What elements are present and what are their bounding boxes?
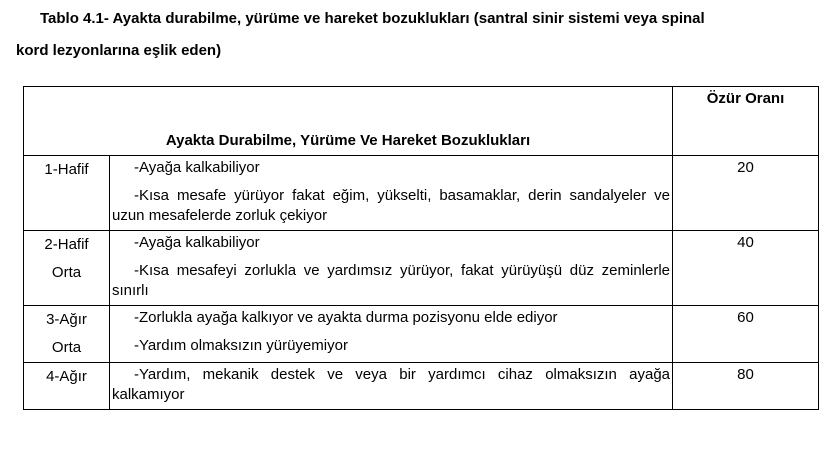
description-text: -Zorlukla ayağa kalkıyor ve ayakta durma pozisyonu elde ediyor <box>134 309 558 326</box>
table-caption <box>16 3 821 67</box>
description-cell <box>110 231 673 306</box>
description-text: -Yardım, mekanik destek ve veya bir yardımcı cihaz olmaksızın ayağa kalkamıyor <box>112 366 671 403</box>
description-cell <box>110 363 673 410</box>
table-row <box>24 231 819 306</box>
description-text: -Kısa mesafe yürüyor fakat eğim, yükselti, basamaklar, derin sandalyeler ve uzun mesafelerde zorluk çekiyor <box>112 187 671 224</box>
description-text: -Yardım olmaksızın yürüyemiyor <box>134 337 348 354</box>
table-row <box>24 363 819 410</box>
description-text: -Ayağa kalkabiliyor <box>134 159 260 176</box>
disability-rate: 80 <box>673 363 819 410</box>
description-item <box>112 336 670 356</box>
description-text: -Ayağa kalkabiliyor <box>134 234 260 251</box>
header-rate: Özür Oranı <box>673 87 819 156</box>
severity-label: 1-Hafif <box>44 161 89 178</box>
severity-label: Orta <box>51 339 82 356</box>
description-text: -Kısa mesafeyi zorlukla ve yardımsız yürüyor, fakat yürüyüşü düz zeminlerle sınırlı <box>112 262 671 299</box>
severity-level <box>24 363 110 410</box>
description-item <box>112 186 670 226</box>
disability-rate: 20 <box>673 156 819 231</box>
caption-line-2: kord lezyonlarına eşlik eden) <box>16 42 222 59</box>
description-cell <box>110 156 673 231</box>
severity-level <box>24 231 110 306</box>
header-category: Ayakta Durabilme, Yürüme Ve Hareket Bozuklukları <box>24 87 673 156</box>
description-item <box>112 233 670 253</box>
severity-level <box>24 156 110 231</box>
disability-rate: 60 <box>673 306 819 363</box>
severity-label: 2-Hafif <box>44 236 89 253</box>
table-header-row <box>24 87 819 156</box>
description-cell <box>110 306 673 363</box>
description-item <box>112 158 670 178</box>
severity-label: Orta <box>51 264 82 281</box>
caption-line-1: Tablo 4.1- Ayakta durabilme, yürüme ve hareket bozuklukları (santral sinir sistemi veya spinal <box>40 10 705 27</box>
severity-level <box>24 306 110 363</box>
description-item <box>112 365 670 405</box>
severity-label: 3-Ağır <box>46 311 87 328</box>
description-item <box>112 308 670 328</box>
table-row <box>24 306 819 363</box>
disability-rate: 40 <box>673 231 819 306</box>
severity-label: 4-Ağır <box>46 368 87 385</box>
table-row <box>24 156 819 231</box>
description-item <box>112 261 670 301</box>
disability-table <box>23 86 819 410</box>
